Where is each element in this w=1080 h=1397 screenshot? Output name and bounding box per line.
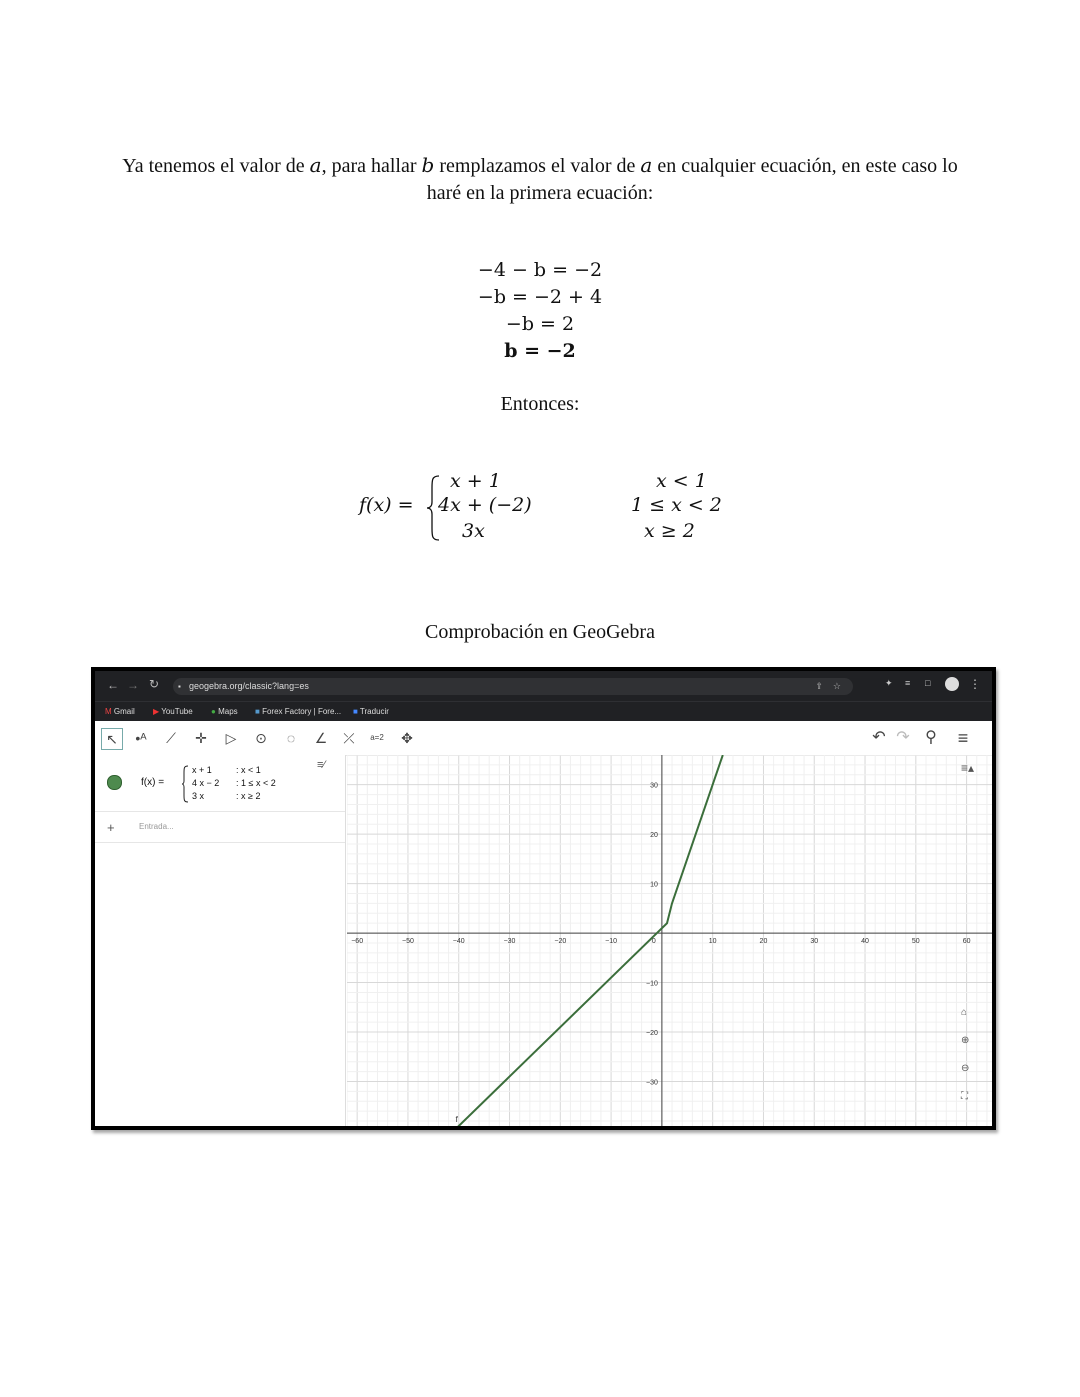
angle-tool-icon[interactable]: ∠ [314, 730, 328, 746]
algebra-expr-3: 3 x [192, 791, 205, 801]
intro-text: en cualquier ecuación, en este caso lo [652, 155, 958, 177]
zoom-out-icon[interactable]: ⊖ [961, 1063, 970, 1074]
intro-line-1 [90, 152, 990, 180]
x-tick-label: −10 [605, 938, 618, 946]
piece-expr-2: 4x + (−2) [438, 494, 532, 516]
x-tick-label: 40 [861, 938, 869, 946]
bookmark-youtube[interactable] [153, 707, 193, 716]
extension-icon[interactable]: ✦ [885, 678, 893, 688]
input-bar[interactable] [95, 812, 345, 843]
x-tick-label: 50 [911, 938, 920, 946]
ellipse-tool-icon[interactable]: ◌ [286, 730, 296, 746]
input-placeholder: Entrada... [139, 822, 174, 831]
visibility-toggle[interactable] [107, 775, 122, 790]
bookmark-label: YouTube [161, 707, 193, 716]
youtube-icon: ▶ [153, 707, 160, 716]
geogebra-toolbar [95, 721, 992, 756]
bookmark-forex[interactable] [255, 707, 341, 716]
piece-expr-1: x + 1 [450, 470, 501, 492]
algebra-style-icon[interactable]: ≡⁄ [317, 759, 326, 771]
x-tick-label: −30 [503, 938, 516, 946]
lock-icon: ▪ [178, 682, 181, 691]
x-tick-label: −60 [351, 938, 364, 946]
piece-cond-1: x < 1 [656, 470, 707, 492]
piece-expr-3: 3x [462, 520, 485, 542]
graphics-style-icon[interactable]: ≡▴ [961, 761, 975, 775]
bookmark-label: Maps [218, 707, 238, 716]
y-tick-label: 30 [650, 782, 658, 790]
window-icon[interactable]: □ [925, 678, 931, 688]
x-tick-label: −40 [452, 938, 465, 946]
x-tick-label: 30 [810, 938, 819, 946]
y-tick-label: −20 [646, 1030, 658, 1038]
perpendicular-tool-icon[interactable]: ✛ [195, 730, 207, 746]
menu-kebab-icon[interactable]: ⋮ [969, 677, 981, 691]
reflect-tool-icon[interactable]: ⤫ [343, 730, 355, 746]
undo-icon[interactable]: ↶ [872, 729, 886, 746]
equation-line-2: −b = −2 + 4 [477, 286, 603, 308]
x-tick-label: 10 [708, 938, 717, 946]
bookmark-label: Traducir [359, 707, 389, 716]
search-icon[interactable]: ⚲ [925, 729, 937, 746]
intro-text: , para hallar [321, 155, 422, 177]
polygon-tool-icon[interactable]: ▷ [225, 730, 237, 746]
move-tool-icon[interactable]: ↖ [101, 728, 123, 750]
piecewise-lhs: f(x) = [359, 494, 414, 516]
algebra-expr-1: x + 1 [192, 765, 212, 775]
x-tick-label: −20 [554, 938, 567, 946]
x-tick-label: 60 [962, 938, 971, 946]
var-b: b [421, 153, 435, 177]
y-tick-label: −30 [646, 1079, 658, 1087]
x-tick-label: 20 [759, 938, 768, 946]
home-icon[interactable]: ⌂ [961, 1007, 968, 1018]
intro-text: Ya tenemos el valor de [122, 155, 310, 177]
avatar[interactable] [945, 677, 959, 691]
intro-line-2: haré en la primera ecuación: [426, 182, 654, 204]
curve-label: f [455, 1115, 458, 1124]
share-icon[interactable]: ⇪ [815, 681, 823, 691]
var-a: a [640, 153, 653, 177]
var-a: a [309, 153, 322, 177]
x-tick-label: 0 [651, 938, 656, 946]
bookmarks-bar [95, 701, 992, 722]
function-graph [347, 755, 992, 1126]
main-menu-icon[interactable]: ≡ [957, 728, 969, 748]
maps-icon: ● [211, 707, 216, 716]
translate-icon: ■ [353, 707, 358, 716]
then-label: Entonces: [500, 393, 580, 415]
intro-text: remplazamos el valor de [434, 155, 641, 177]
reading-list-icon[interactable]: ≡ [905, 678, 911, 688]
y-tick-label: 10 [650, 881, 658, 889]
algebra-expr-2: 4 x − 2 [192, 778, 220, 788]
forex-icon: ■ [255, 707, 260, 716]
address-bar[interactable] [173, 678, 853, 695]
piece-cond-3: x ≥ 2 [644, 520, 695, 542]
graphics-view [347, 755, 992, 1126]
plus-icon[interactable]: + [107, 820, 115, 835]
equation-line-3: −b = 2 [505, 313, 575, 335]
algebra-cond-1: : x < 1 [236, 765, 261, 775]
browser-toolbar [95, 671, 992, 701]
star-icon[interactable]: ☆ [832, 681, 841, 691]
algebra-entry-f[interactable] [95, 755, 345, 812]
geogebra-screenshot [91, 667, 996, 1130]
gmail-icon: M [105, 707, 112, 716]
equation-line-1: −4 − b = −2 [477, 259, 603, 281]
bookmark-maps[interactable] [211, 707, 238, 716]
algebra-cond-3: : x ≥ 2 [236, 791, 261, 801]
algebra-brace [181, 765, 189, 803]
line-tool-icon[interactable]: ⟋ [166, 730, 176, 746]
piece-cond-2: 1 ≤ x < 2 [631, 494, 722, 516]
equation-result: b = −2 [504, 340, 576, 362]
algebra-cond-2: : 1 ≤ x < 2 [236, 778, 276, 788]
bookmark-label: Forex Factory | Fore... [262, 707, 342, 716]
x-tick-label: −50 [402, 938, 414, 946]
fullscreen-icon[interactable]: ⛶ [961, 1091, 968, 1102]
move-view-tool-icon[interactable]: ✥ [401, 730, 413, 746]
intro-paragraph [90, 152, 990, 207]
zoom-in-icon[interactable]: ⊕ [961, 1035, 970, 1046]
circle-tool-icon[interactable]: ⊙ [255, 730, 267, 746]
bookmark-label: Gmail [113, 707, 135, 716]
slider-tool-icon[interactable]: a=2 [370, 733, 384, 742]
point-tool-icon[interactable]: •ᴬ [135, 730, 147, 746]
url-text: geogebra.org/classic?lang=es [189, 681, 309, 691]
back-icon[interactable]: ← [107, 678, 119, 692]
redo-icon[interactable]: ↷ [896, 729, 910, 746]
bookmark-traducir[interactable] [353, 707, 389, 716]
y-tick-label: −10 [646, 980, 658, 988]
bookmark-gmail[interactable] [105, 707, 135, 716]
geogebra-caption: Comprobación en GeoGebra [425, 621, 655, 643]
y-tick-label: 20 [650, 832, 658, 840]
algebra-view [95, 755, 346, 1126]
reload-icon[interactable]: ↻ [149, 677, 160, 691]
forward-icon[interactable]: → [127, 678, 139, 692]
algebra-label: f(x) = [141, 777, 165, 788]
